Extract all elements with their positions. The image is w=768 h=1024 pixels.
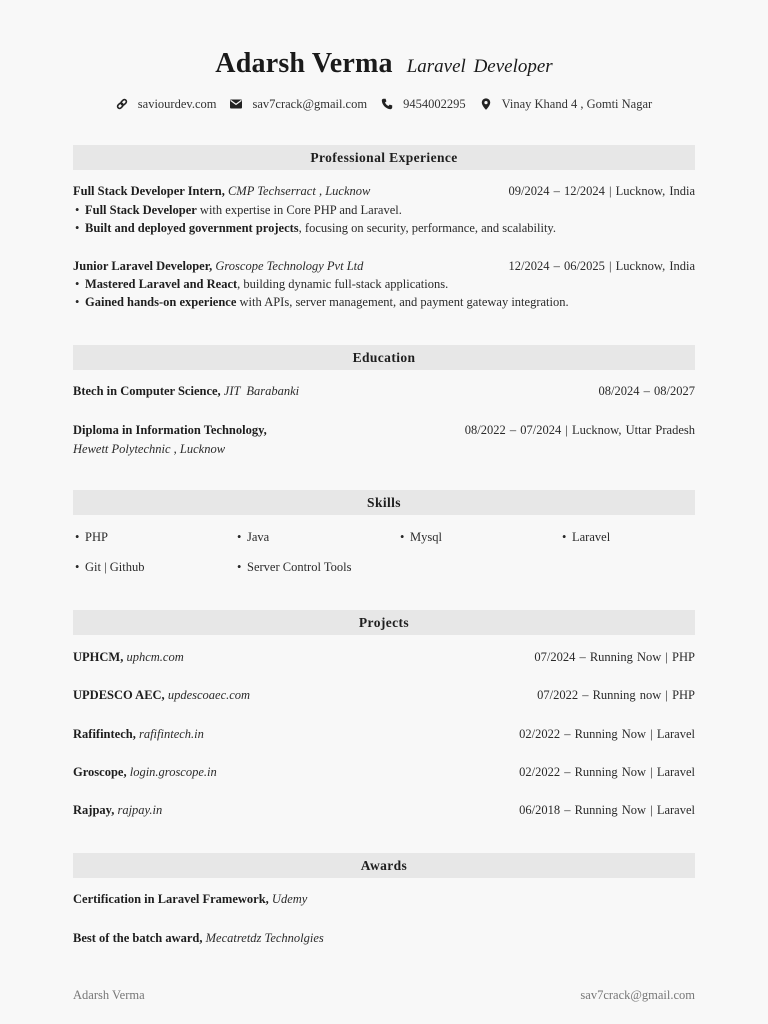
- entry-meta: 08/2024 – 08/2027: [598, 384, 695, 398]
- entry-meta: 12/2024 – 06/2025 | Lucknow, India: [508, 259, 695, 273]
- entry-meta: 02/2022 – Running Now | Laravel: [519, 727, 695, 741]
- entry-title: [73, 382, 299, 400]
- award-issuer: Udemy: [271, 892, 308, 906]
- project-name: Groscope,: [73, 765, 127, 779]
- entry-meta: 06/2018 – Running Now | Laravel: [519, 803, 695, 817]
- contact-website[interactable]: [116, 95, 217, 113]
- bullet-text: , focusing on security, performance, and scalability.: [298, 221, 556, 235]
- phone-icon: [381, 98, 393, 110]
- bullet-highlight: Full Stack Developer: [85, 203, 197, 217]
- bullet-highlight: Gained hands-on experience: [85, 295, 237, 309]
- skill-item: • Java: [235, 528, 398, 546]
- project-name: Rafifintech,: [73, 727, 136, 741]
- entry-title: [73, 257, 363, 275]
- project-url[interactable]: updescoaec.com: [167, 688, 251, 702]
- school: Hewett Polytechnic , Lucknow: [73, 442, 226, 456]
- project-url[interactable]: login.groscope.in: [129, 765, 217, 779]
- education-entry: [73, 421, 695, 439]
- award-entry: [73, 929, 695, 947]
- skill-item: • Laravel: [560, 528, 695, 546]
- contact-phone[interactable]: [381, 95, 466, 113]
- email-text[interactable]: sav7crack@gmail.com: [252, 97, 368, 111]
- award-entry: [73, 890, 695, 908]
- bullet-highlight: Mastered Laravel and React: [85, 277, 238, 291]
- bullet-item: [73, 201, 402, 219]
- project-url[interactable]: uphcm.com: [126, 650, 184, 664]
- candidate-name: Adarsh Verma: [215, 48, 393, 79]
- experience-entry: [73, 257, 695, 275]
- section-heading-education: Education: [73, 345, 695, 370]
- school: JIT Barabanki: [223, 384, 300, 398]
- skills-list: [73, 528, 695, 576]
- degree: Btech in Computer Science,: [73, 384, 221, 398]
- entry-meta: 09/2024 – 12/2024 | Lucknow, India: [508, 184, 695, 198]
- entry-title: [73, 801, 162, 819]
- contact-address: [480, 95, 653, 113]
- location-icon: [480, 98, 492, 110]
- role: Full Stack Developer Intern,: [73, 184, 225, 198]
- bullet-item: [73, 219, 556, 237]
- section-heading-projects: Projects: [73, 610, 695, 635]
- section-heading-skills: Skills: [73, 490, 695, 515]
- skill-item: • Mysql: [398, 528, 560, 546]
- degree: Diploma in Information Technology,: [73, 423, 267, 437]
- award-issuer: Mecatretdz Technolgies: [205, 931, 324, 945]
- entry-title: [73, 890, 307, 908]
- project-entry: [73, 763, 695, 781]
- organization: CMP Techserract , Lucknow: [227, 184, 371, 198]
- role: Junior Laravel Developer,: [73, 259, 213, 273]
- project-name: UPHCM,: [73, 650, 124, 664]
- footer-name: Adarsh Verma: [73, 988, 145, 1002]
- bullet-item: [73, 293, 569, 311]
- entry-meta: 02/2022 – Running Now | Laravel: [519, 765, 695, 779]
- project-entry: [73, 686, 695, 704]
- entry-title: [73, 763, 217, 781]
- project-url[interactable]: rafifintech.in: [138, 727, 204, 741]
- project-entry: [73, 725, 695, 743]
- skill-item: • Server Control Tools: [235, 558, 398, 576]
- project-entry: [73, 648, 695, 666]
- entry-title: [73, 686, 250, 704]
- section-heading-awards: Awards: [73, 853, 695, 878]
- entry-title: [73, 182, 370, 200]
- organization: Groscope Technology Pvt Ltd: [215, 259, 364, 273]
- bullet-text: , building dynamic full-stack applications.: [237, 277, 449, 291]
- education-entry: [73, 382, 695, 400]
- website-text[interactable]: saviourdev.com: [137, 97, 217, 111]
- candidate-title: Laravel Developer: [406, 56, 553, 77]
- entry-meta: 07/2024 – Running Now | PHP: [534, 650, 695, 664]
- project-entry: [73, 801, 695, 819]
- entry-title: [73, 929, 324, 947]
- contact-email[interactable]: [230, 95, 367, 113]
- bullet-item: [73, 275, 448, 293]
- page-footer: [73, 986, 695, 1004]
- address-text: Vinay Khand 4 , Gomti Nagar: [501, 97, 653, 111]
- entry-title: [73, 421, 267, 439]
- section-heading-experience: Professional Experience: [73, 145, 695, 170]
- award-title: Best of the batch award,: [73, 931, 203, 945]
- project-url[interactable]: rajpay.in: [117, 803, 163, 817]
- entry-meta: 07/2022 – Running now | PHP: [537, 688, 695, 702]
- entry-title: [73, 648, 184, 666]
- experience-entry: [73, 182, 695, 200]
- phone-text[interactable]: 9454002295: [403, 97, 466, 111]
- project-name: Rajpay,: [73, 803, 115, 817]
- entry-meta: 08/2022 – 07/2024 | Lucknow, Uttar Pradesh: [464, 423, 695, 437]
- mail-icon: [230, 98, 242, 110]
- contact-bar: [0, 95, 768, 113]
- award-title: Certification in Laravel Framework,: [73, 892, 269, 906]
- bullet-text: with APIs, server management, and payment gateway integration.: [236, 295, 569, 309]
- skill-item: • Git | Github: [73, 558, 235, 576]
- entry-title: [73, 725, 204, 743]
- bullet-highlight: Built and deployed government projects: [85, 221, 299, 235]
- bullet-text: with expertise in Core PHP and Laravel.: [196, 203, 402, 217]
- skill-item: • PHP: [73, 528, 235, 546]
- project-name: UPDESCO AEC,: [73, 688, 165, 702]
- footer-email: sav7crack@gmail.com: [580, 988, 695, 1002]
- link-icon: [116, 98, 128, 110]
- resume-header: [0, 48, 768, 86]
